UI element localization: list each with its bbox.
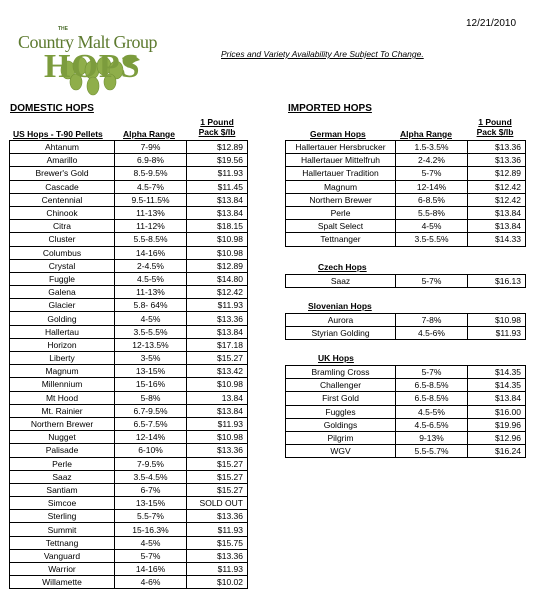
alpha-range-cell: 4.5-6%: [396, 327, 468, 340]
table-row: [10, 338, 248, 351]
domestic-hops-heading: DOMESTIC HOPS: [10, 103, 94, 114]
table-row: [10, 470, 248, 483]
alpha-range-cell: 8.5-9.5%: [115, 167, 187, 180]
table-row: [10, 444, 248, 457]
domestic-price-header-line2: Pack $/lb: [198, 127, 236, 137]
alpha-range-cell: 9-13%: [396, 431, 468, 444]
price-cell: $13.84: [468, 392, 526, 405]
alpha-range-cell: 2-4.5%: [115, 259, 187, 272]
alpha-range-cell: 3.5-4.5%: [115, 470, 187, 483]
variety-cell: Saaz: [286, 275, 396, 288]
price-cell: $13.36: [187, 510, 248, 523]
alpha-range-cell: 5-7%: [115, 549, 187, 562]
german-hops-table: [285, 140, 526, 247]
price-cell: $19.56: [187, 154, 248, 167]
table-row: [10, 365, 248, 378]
alpha-range-cell: 6-8.5%: [396, 193, 468, 206]
price-cell: $13.36: [187, 444, 248, 457]
price-cell: $14.33: [468, 233, 526, 246]
imported-price-header-line2: Pack $/lb: [476, 127, 514, 137]
price-cell: $12.96: [468, 431, 526, 444]
table-row: [10, 483, 248, 496]
alpha-range-cell: 7-9%: [115, 141, 187, 154]
price-cell: $14.80: [187, 272, 248, 285]
alpha-range-cell: 6.7-9.5%: [115, 404, 187, 417]
price-cell: $15.27: [187, 470, 248, 483]
alpha-range-cell: 13-15%: [115, 497, 187, 510]
price-cell: $14.35: [468, 379, 526, 392]
variety-cell: Centennial: [10, 193, 115, 206]
domestic-alpha-column-header: Alpha Range: [123, 129, 175, 139]
alpha-range-cell: 11-13%: [115, 206, 187, 219]
variety-cell: Willamette: [10, 576, 115, 589]
table-row: [10, 312, 248, 325]
table-row: [10, 272, 248, 285]
alpha-range-cell: 14-16%: [115, 563, 187, 576]
variety-cell: Magnum: [286, 180, 396, 193]
alpha-range-cell: 4.5-5%: [396, 405, 468, 418]
alpha-range-cell: 5.5-5.7%: [396, 445, 468, 458]
imported-alpha-column-header: Alpha Range: [400, 129, 452, 139]
variety-cell: Cluster: [10, 233, 115, 246]
price-cell: $10.98: [468, 314, 526, 327]
table-row: [10, 378, 248, 391]
czech-hops-heading: Czech Hops: [318, 262, 367, 272]
table-row: [10, 299, 248, 312]
variety-cell: Crystal: [10, 259, 115, 272]
table-row: [10, 233, 248, 246]
logo-the: THE: [58, 26, 68, 32]
price-cell: 13.84: [187, 391, 248, 404]
uk-hops-heading: UK Hops: [318, 353, 354, 363]
alpha-range-cell: 5.5-8%: [396, 206, 468, 219]
variety-cell: Fuggle: [10, 272, 115, 285]
alpha-range-cell: 11-12%: [115, 220, 187, 233]
alpha-range-cell: 1.5-3.5%: [396, 141, 468, 154]
table-row: [10, 154, 248, 167]
czech-hops-table: [285, 274, 526, 288]
price-cell: $15.27: [187, 352, 248, 365]
alpha-range-cell: 14-16%: [115, 246, 187, 259]
price-cell: $16.24: [468, 445, 526, 458]
variety-cell: Cascade: [10, 180, 115, 193]
table-row: [286, 220, 526, 233]
table-row: [286, 180, 526, 193]
table-row: [286, 379, 526, 392]
domestic-price-header-line1: 1 Pound: [200, 117, 234, 127]
price-cell: $12.89: [468, 167, 526, 180]
alpha-range-cell: 7-9.5%: [115, 457, 187, 470]
variety-cell: Bramling Cross: [286, 366, 396, 379]
price-cell: $10.98: [187, 246, 248, 259]
table-row: [10, 404, 248, 417]
price-cell: $16.00: [468, 405, 526, 418]
table-row: [10, 563, 248, 576]
domestic-price-header: [187, 117, 247, 137]
variety-cell: Horizon: [10, 338, 115, 351]
variety-cell: Challenger: [286, 379, 396, 392]
price-cell: $11.93: [468, 327, 526, 340]
imported-hops-heading: IMPORTED HOPS: [288, 103, 372, 114]
uk-hops-table: [285, 365, 526, 458]
price-cell: $12.89: [187, 259, 248, 272]
variety-cell: Saaz: [10, 470, 115, 483]
table-row: [286, 366, 526, 379]
alpha-range-cell: 6-7%: [115, 483, 187, 496]
price-cell: $13.84: [468, 206, 526, 219]
price-cell: $15.27: [187, 457, 248, 470]
alpha-range-cell: 5-7%: [396, 275, 468, 288]
variety-cell: Tettnanger: [286, 233, 396, 246]
logo-company-name: Country Malt Group: [18, 32, 157, 52]
table-row: [286, 275, 526, 288]
variety-cell: Pilgrim: [286, 431, 396, 444]
alpha-range-cell: 12-14%: [396, 180, 468, 193]
variety-cell: Liberty: [10, 352, 115, 365]
table-row: [10, 259, 248, 272]
variety-cell: Santiam: [10, 483, 115, 496]
price-cell: $10.98: [187, 233, 248, 246]
variety-cell: Perle: [286, 206, 396, 219]
table-row: [10, 246, 248, 259]
variety-cell: Sterling: [10, 510, 115, 523]
table-row: [286, 167, 526, 180]
alpha-range-cell: 4.5-5%: [115, 272, 187, 285]
variety-cell: Vanguard: [10, 549, 115, 562]
alpha-range-cell: 4-6%: [115, 576, 187, 589]
variety-cell: Galena: [10, 286, 115, 299]
imported-price-header: [465, 117, 525, 137]
alpha-range-cell: 2-4.2%: [396, 154, 468, 167]
variety-cell: Columbus: [10, 246, 115, 259]
price-cell: $13.84: [187, 193, 248, 206]
table-row: [10, 549, 248, 562]
slovenian-hops-heading: Slovenian Hops: [308, 301, 372, 311]
alpha-range-cell: 5-7%: [396, 167, 468, 180]
price-cell: $11.93: [187, 523, 248, 536]
price-cell: $16.13: [468, 275, 526, 288]
variety-cell: Warrior: [10, 563, 115, 576]
alpha-range-cell: 12-14%: [115, 431, 187, 444]
price-cell: $13.42: [187, 365, 248, 378]
variety-cell: Goldings: [286, 418, 396, 431]
alpha-range-cell: 11-13%: [115, 286, 187, 299]
variety-cell: Fuggles: [286, 405, 396, 418]
variety-cell: Mt Hood: [10, 391, 115, 404]
alpha-range-cell: 15-16.3%: [115, 523, 187, 536]
table-row: [10, 431, 248, 444]
country-malt-group-hops-logo: [18, 26, 158, 106]
variety-cell: Magnum: [10, 365, 115, 378]
variety-cell: Simcoe: [10, 497, 115, 510]
price-cell: $11.93: [187, 563, 248, 576]
table-row: [286, 314, 526, 327]
logo-hops-word: HOPS: [44, 48, 141, 85]
alpha-range-cell: 5.5-8.5%: [115, 233, 187, 246]
alpha-range-cell: 5-7%: [396, 366, 468, 379]
variety-cell: Hallertauer Tradition: [286, 167, 396, 180]
alpha-range-cell: 5-8%: [115, 391, 187, 404]
table-row: [10, 325, 248, 338]
price-cell: $11.93: [187, 299, 248, 312]
variety-cell: WGV: [286, 445, 396, 458]
price-cell: $13.84: [187, 325, 248, 338]
alpha-range-cell: 6.5-8.5%: [396, 392, 468, 405]
price-cell: $13.84: [187, 206, 248, 219]
variety-cell: First Gold: [286, 392, 396, 405]
price-cell: $15.27: [187, 483, 248, 496]
price-cell: $10.98: [187, 431, 248, 444]
price-cell: $12.89: [187, 141, 248, 154]
table-row: [10, 352, 248, 365]
table-row: [286, 154, 526, 167]
variety-cell: Palisade: [10, 444, 115, 457]
price-cell: $11.93: [187, 417, 248, 430]
price-cell: SOLD OUT: [187, 497, 248, 510]
table-row: [286, 193, 526, 206]
variety-cell: Millennium: [10, 378, 115, 391]
variety-cell: Amarillo: [10, 154, 115, 167]
variety-cell: Mt. Rainier: [10, 404, 115, 417]
alpha-range-cell: 4-5%: [115, 312, 187, 325]
table-row: [10, 391, 248, 404]
table-row: [286, 206, 526, 219]
alpha-range-cell: 6.5-7.5%: [115, 417, 187, 430]
price-cell: $11.93: [187, 167, 248, 180]
table-row: [286, 431, 526, 444]
alpha-range-cell: 6-10%: [115, 444, 187, 457]
variety-cell: Aurora: [286, 314, 396, 327]
variety-cell: Hallertauer Hersbrucker: [286, 141, 396, 154]
table-row: [10, 206, 248, 219]
variety-cell: Nugget: [10, 431, 115, 444]
alpha-range-cell: 6.9-8%: [115, 154, 187, 167]
price-cell: $13.36: [187, 549, 248, 562]
variety-cell: Brewer's Gold: [10, 167, 115, 180]
table-row: [10, 180, 248, 193]
price-cell: $12.42: [468, 180, 526, 193]
price-cell: $13.84: [468, 220, 526, 233]
table-row: [286, 327, 526, 340]
price-cell: $11.45: [187, 180, 248, 193]
alpha-range-cell: 9.5-11.5%: [115, 193, 187, 206]
alpha-range-cell: 7-8%: [396, 314, 468, 327]
variety-cell: Citra: [10, 220, 115, 233]
alpha-range-cell: 6.5-8.5%: [396, 379, 468, 392]
table-row: [10, 536, 248, 549]
domestic-variety-column-header: US Hops - T-90 Pellets: [13, 129, 103, 139]
price-cell: $19.96: [468, 418, 526, 431]
variety-cell: Northern Brewer: [10, 417, 115, 430]
variety-cell: Summit: [10, 523, 115, 536]
table-row: [286, 445, 526, 458]
table-row: [286, 392, 526, 405]
alpha-range-cell: 3.5-5.5%: [115, 325, 187, 338]
price-cell: $14.35: [468, 366, 526, 379]
price-cell: $13.84: [187, 404, 248, 417]
table-row: [10, 457, 248, 470]
table-row: [286, 405, 526, 418]
price-cell: $12.42: [468, 193, 526, 206]
price-cell: $10.02: [187, 576, 248, 589]
variety-cell: Chinook: [10, 206, 115, 219]
price-cell: $18.15: [187, 220, 248, 233]
table-row: [10, 141, 248, 154]
table-row: [10, 510, 248, 523]
alpha-range-cell: 4.5-7%: [115, 180, 187, 193]
alpha-range-cell: 4.5-6.5%: [396, 418, 468, 431]
alpha-range-cell: 5.5-7%: [115, 510, 187, 523]
variety-cell: Hallertauer Mittelfruh: [286, 154, 396, 167]
variety-cell: Hallertau: [10, 325, 115, 338]
price-cell: $13.36: [468, 141, 526, 154]
price-cell: $15.75: [187, 536, 248, 549]
price-cell: $17.18: [187, 338, 248, 351]
alpha-range-cell: 15-16%: [115, 378, 187, 391]
table-row: [10, 286, 248, 299]
price-cell: $13.36: [468, 154, 526, 167]
variety-cell: Golding: [10, 312, 115, 325]
alpha-range-cell: 5.8- 64%: [115, 299, 187, 312]
variety-cell: Glacier: [10, 299, 115, 312]
table-row: [10, 576, 248, 589]
variety-cell: Tettnang: [10, 536, 115, 549]
variety-cell: Perle: [10, 457, 115, 470]
table-row: [286, 418, 526, 431]
price-cell: $13.36: [187, 312, 248, 325]
imported-price-header-line1: 1 Pound: [478, 117, 512, 127]
alpha-range-cell: 12-13.5%: [115, 338, 187, 351]
price-cell: $10.98: [187, 378, 248, 391]
price-change-notice: Prices and Variety Availability Are Subject To Change.: [221, 49, 424, 59]
price-list-date: 12/21/2010: [466, 18, 517, 29]
domestic-hops-table: [9, 140, 248, 589]
table-row: [10, 167, 248, 180]
variety-cell: Northern Brewer: [286, 193, 396, 206]
variety-cell: Styrian Golding: [286, 327, 396, 340]
alpha-range-cell: 3-5%: [115, 352, 187, 365]
table-row: [286, 233, 526, 246]
slovenian-hops-table: [285, 313, 526, 340]
alpha-range-cell: 4-5%: [115, 536, 187, 549]
german-hops-heading: German Hops: [310, 129, 366, 139]
price-cell: $12.42: [187, 286, 248, 299]
table-row: [10, 193, 248, 206]
alpha-range-cell: 4-5%: [396, 220, 468, 233]
table-row: [10, 523, 248, 536]
table-row: [10, 220, 248, 233]
variety-cell: Ahtanum: [10, 141, 115, 154]
table-row: [286, 141, 526, 154]
table-row: [10, 497, 248, 510]
table-row: [10, 417, 248, 430]
variety-cell: Spalt Select: [286, 220, 396, 233]
alpha-range-cell: 3.5-5.5%: [396, 233, 468, 246]
alpha-range-cell: 13-15%: [115, 365, 187, 378]
